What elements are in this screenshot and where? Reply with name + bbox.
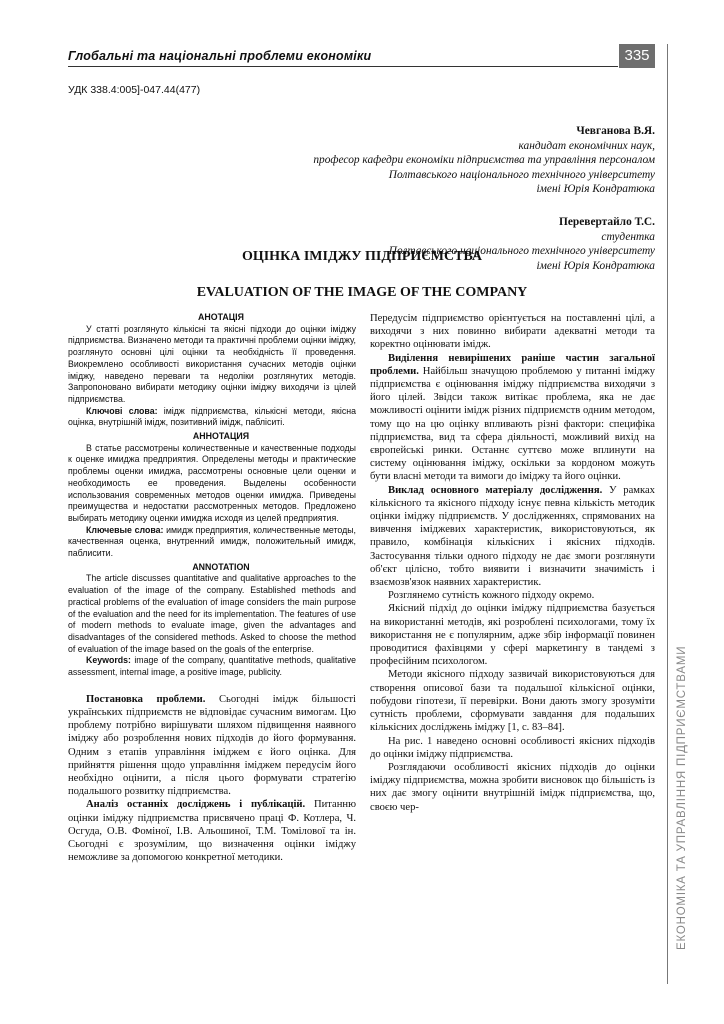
keywords-text: image of the company, quantitative methods, qualitative assessment, internal image, a positive image, publicity.	[68, 655, 356, 678]
abstract-text: В статье рассмотрены количественные и качественные подходы к оценке имиджа предприятия. Определены методы и практические проблемы оценки имиджа, рассмотрены основные цели оценки и необходимость ее проведения. Выделены особенности использования современных методов оценки имиджа. Приведены преимущества и недостатки рассмотренных методов. Предложено выбирать методику оценки имиджа исходя из целей предприятия.	[68, 442, 356, 523]
author-affiliation-line: Полтавського національного технічного університету	[388, 168, 655, 181]
section-lead: Постановка проблеми.	[86, 693, 206, 705]
body-paragraph	[370, 484, 655, 590]
abstract-keywords	[68, 525, 356, 560]
abstract-keywords	[68, 655, 356, 678]
body-paragraph	[370, 352, 655, 484]
paragraph-text: Розглядаючи особливості якісних підходів до оцінки іміджу підприємства, можна зробити висновок що більшість із них дає змогу оцінити внутрішній імідж підприємства, що, своєю чер-	[370, 761, 655, 813]
paragraph-text: Якісний підхід до оцінки іміджу підприємства базується на використанні методів, які розроблені психологами, тому їх використання не є популярним, адже збір інформації повинен проводитися фахівцями у сфері маркетингу в тандемі з професійним психологом.	[370, 603, 655, 668]
journal-section-label: ЕКОНОМІКА ТА УПРАВЛІННЯ ПІДПРИЄМСТВАМИ	[676, 645, 688, 950]
left-column	[68, 312, 356, 864]
body-paragraph	[370, 668, 655, 734]
abstract-text: The article discusses quantitative and qualitative approaches to the evaluation of the image of the company. Established methods and practical problems of the evaluation of image considers the main purpose of the evaluation and the need for its implementation. The features of use of modern methods to evaluate image, given the advantages and disadvantages of the considered methods. Asked to choose the method of evaluation of the image based on the goals of the enterprise.	[68, 573, 356, 654]
author-block	[313, 124, 655, 197]
body-paragraph	[370, 589, 655, 602]
paragraph-text: Розглянемо сутність кожного підходу окремо.	[388, 590, 595, 602]
abstract-keywords	[68, 406, 356, 429]
author-affiliation-line: студентка	[601, 230, 655, 243]
author-affiliation-line: Полтавського національного технічного університету	[388, 245, 655, 258]
body-left	[68, 693, 356, 865]
body-paragraph	[370, 735, 655, 761]
abstract-text: У статті розглянуто кількісні та якісні підходи до оцінки іміджу підприємства. Визначено методи та практичні проблеми оцінки іміджу, розглянуто основні цілі оцінки та необхідність її проведення. Виокремлено особливості використання сучасних методів оцінки іміджу, наведено переваги та недоліки розглянутих методів. Запропоновано вибирати методику оцінки іміджу виходячи із цілей підприємства.	[68, 323, 356, 404]
abstract-heading: АННОТАЦИЯ	[192, 431, 250, 442]
abstract-heading: ANNOTATION	[192, 561, 250, 572]
body-paragraph	[68, 693, 356, 799]
page-number: 335	[619, 44, 655, 68]
header-rule	[68, 66, 618, 67]
author-affiliation-line: кандидат економічних наук,	[518, 139, 655, 152]
paper-title-ukrainian: ОЦІНКА ІМІДЖУ ПІДПРИЄМСТВА	[241, 249, 483, 264]
body-paragraph	[370, 312, 655, 352]
author-name: Перевертайло Т.С.	[558, 216, 655, 228]
author-affiliation-line: імені Юрія Кондратюка	[536, 259, 655, 272]
abstract-english	[68, 562, 356, 679]
paper-title-english: EVALUATION OF THE IMAGE OF THE COMPANY	[196, 285, 528, 300]
right-column	[370, 312, 655, 814]
body-paragraph	[370, 761, 655, 814]
body-paragraph	[68, 798, 356, 864]
section-lead: Виклад основного матеріалу дослідження.	[388, 484, 603, 496]
running-head: Глобальні та національні проблеми економіки	[68, 49, 372, 63]
section-lead: Виділення невирішених раніше частин загальної проблеми.	[370, 352, 655, 377]
paragraph-text: Методи якісного підходу зазвичай використовуються для створення описової бази та подальшої кількісної оцінки, побудови гіпотези, її перевірки. Вони дають змогу зрозуміти сутність проблеми, сформувати завдання для подальших кількісних досліджень іміджу [1, с. 83–84].	[370, 669, 655, 734]
keywords-label: Ключевые слова:	[86, 524, 164, 535]
side-rule	[667, 44, 668, 984]
paragraph-text: Сьогодні імідж більшості українських підприємств не відповідає сучасним вимогам. Цю проблему потрібно вирішувати шляхом підвищення наявного іміджу або розроблення нових підходів до його формування. Одним з етапів управління іміджем є його оцінка. Для прийняття рішення щодо управління іміджем передусім його необхідно оцінити, а після цього формувати стратегію подальшого розвитку підприємства.	[68, 693, 356, 798]
paragraph-text: Питанню оцінки іміджу підприємства присвячено праці Ф. Котлера, Ч. Осгуда, О.В. Фоміної, І.В. Альошиної, Т.М. Томілової та ін. Сьогодні є зрозумілим, що визначення оцінки іміджу неможливе за допомогою конкретної методики.	[68, 799, 356, 864]
keywords-text: имидж предприятия, количественные методы, качественная оценка, внутренний имидж, положительный имидж, паблисити.	[68, 524, 357, 559]
keywords-label: Ключові слова:	[86, 405, 158, 416]
paragraph-text: Передусім підприємство орієнтується на поставленні цілі, а виходячи з них повинно вибирати адекватні методи та коректно оцінювати імідж.	[370, 313, 655, 351]
author-name: Чевганова В.Я.	[576, 125, 655, 137]
body-paragraph	[370, 602, 655, 668]
abstract-russian	[68, 431, 356, 560]
abstract-heading: АНОТАЦІЯ	[198, 312, 244, 322]
keywords-text: імідж підприємства, кількісні методи, якісна оцінка, внутрішній імідж, позитивний імідж, пабліситі.	[68, 405, 356, 428]
paragraph-text: У рамках кількісного та якісного підходу існує певна кількість методик оцінки іміджу підприємств. У дослідженнях, спрямованих на вивчення іміджевих характеристик, використовуються, як правило, комбінація кількісних і якісних підходів. Застосування тільки одного підходу не дає змоги розглянути об'єкт цілісно, тобто виявити і визначити значимість і взаємозв'язок наявних характеристик.	[370, 484, 655, 589]
section-lead: Аналіз останніх досліджень і публікацій.	[86, 799, 306, 811]
author-affiliation-line: імені Юрія Кондратюка	[536, 183, 655, 196]
abstract-ukrainian	[68, 312, 356, 429]
udk-code: УДК 338.4:005]-047.44(477)	[68, 84, 201, 96]
paragraph-text: Найбільш значущою проблемою у питанні іміджу підприємства є оцінювання іміджу підприємства виходячи з його цілей. Звідси також витікає проблема, яка не дає можливості оцінити імідж різних підприємств одним методом, тому що на цю оцінку впливають різні фактори: специфіка підприємства, вид та сфера діяльності, можливий вихід на європейські ринки. Останнє суттєво може вплинути на систему оцінювання іміджу, оскільки за кордоном можуть бути власні методи та вимоги до іміджу та його оцінки.	[370, 365, 655, 483]
paragraph-text: На рис. 1 наведено основні особливості якісних підходів до оцінки іміджу підприємства.	[370, 735, 655, 760]
author-affiliation-line: професор кафедри економіки підприємства та управління персоналом	[313, 154, 655, 167]
keywords-label: Keywords:	[86, 655, 131, 666]
